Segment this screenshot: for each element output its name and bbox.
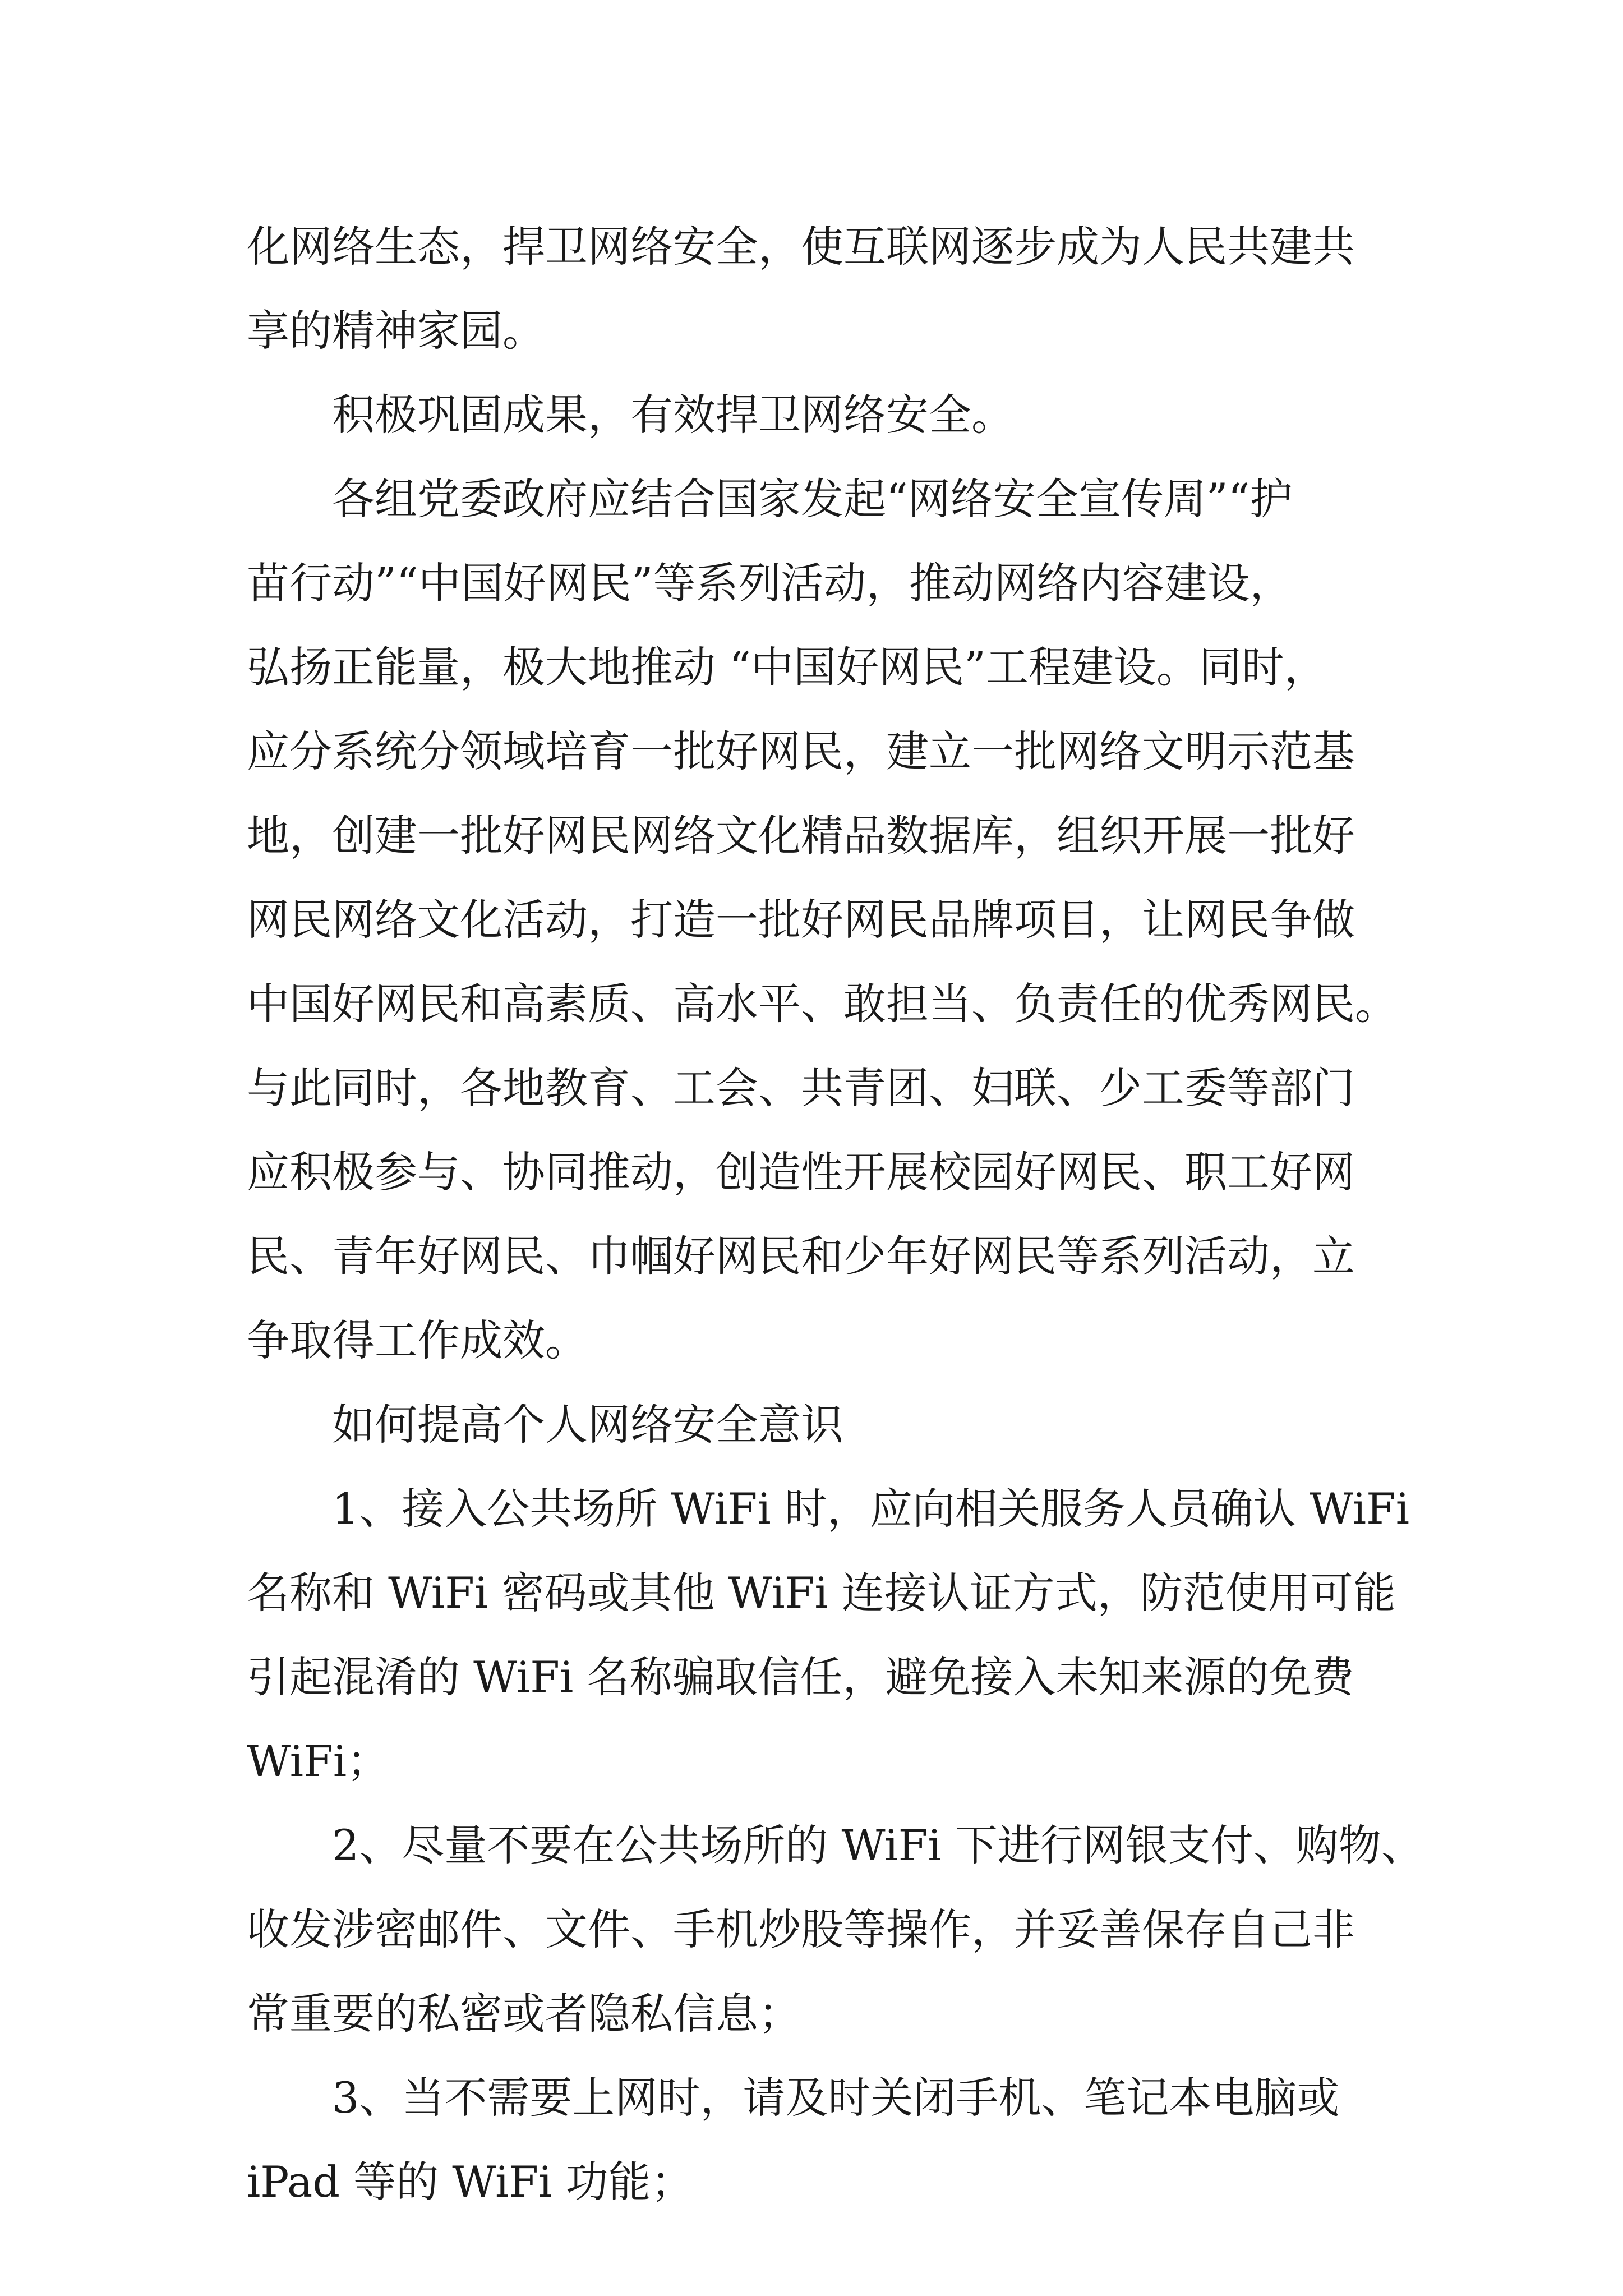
text-line: 应积极参与、协同推动，创造性开展校园好网民、职工好网 — [247, 1147, 1355, 1197]
list-item: 2、尽量不要在公共场所的 WiFi 下进行网银支付、购物、 — [332, 1820, 1424, 1870]
text-line: iPad 等的 WiFi 功能； — [247, 2157, 694, 2207]
text-line: 网民网络文化活动，打造一批好网民品牌项目，让网民争做 — [247, 895, 1355, 945]
list-item: 1、接入公共场所 WiFi 时，应向相关服务人员确认 WiFi — [332, 1484, 1410, 1534]
section-heading: 如何提高个人网络安全意识 — [332, 1400, 843, 1450]
text-line: 中国好网民和高素质、高水平、敢担当、负责任的优秀网民。 — [247, 979, 1398, 1029]
text-line: 苗行动”“中国好网民”等系列活动，推动网络内容建设， — [247, 558, 1293, 608]
text-line: 各组党委政府应结合国家发起“网络安全宣传周”“护 — [332, 474, 1293, 524]
text-line: 与此同时，各地教育、工会、共青团、妇联、少工委等部门 — [247, 1063, 1355, 1113]
text-line: 应分系统分领域培育一批好网民，建立一批网络文明示范基 — [247, 726, 1355, 776]
text-line: 常重要的私密或者隐私信息； — [247, 1989, 801, 2039]
text-line: 收发涉密邮件、文件、手机炒股等操作，并妥善保存自己非 — [247, 1904, 1355, 1954]
text-line: 享的精神家园。 — [247, 306, 545, 356]
text-line: 化网络生态，捍卫网络安全，使互联网逐步成为人民共建共 — [247, 222, 1355, 272]
text-line: 争取得工作成效。 — [247, 1315, 588, 1365]
body-text — [247, 205, 1424, 2224]
text-line: 民、青年好网民、巾帼好网民和少年好网民等系列活动，立 — [247, 1231, 1355, 1281]
text-line: WiFi； — [247, 1736, 390, 1786]
text-line: 名称和 WiFi 密码或其他 WiFi 连接认证方式，防范使用可能 — [247, 1568, 1396, 1618]
text-line: 弘扬正能量，极大地推动 “中国好网民”工程建设。同时， — [247, 642, 1327, 692]
section-heading: 积极巩固成果，有效捍卫网络安全。 — [332, 390, 1014, 440]
list-item: 3、当不需要上网时，请及时关闭手机、笔记本电脑或 — [332, 2073, 1340, 2123]
text-line: 地，创建一批好网民网络文化精品数据库，组织开展一批好 — [247, 811, 1355, 861]
text-line: 引起混淆的 WiFi 名称骗取信任，避免接入未知来源的免费 — [247, 1652, 1354, 1702]
